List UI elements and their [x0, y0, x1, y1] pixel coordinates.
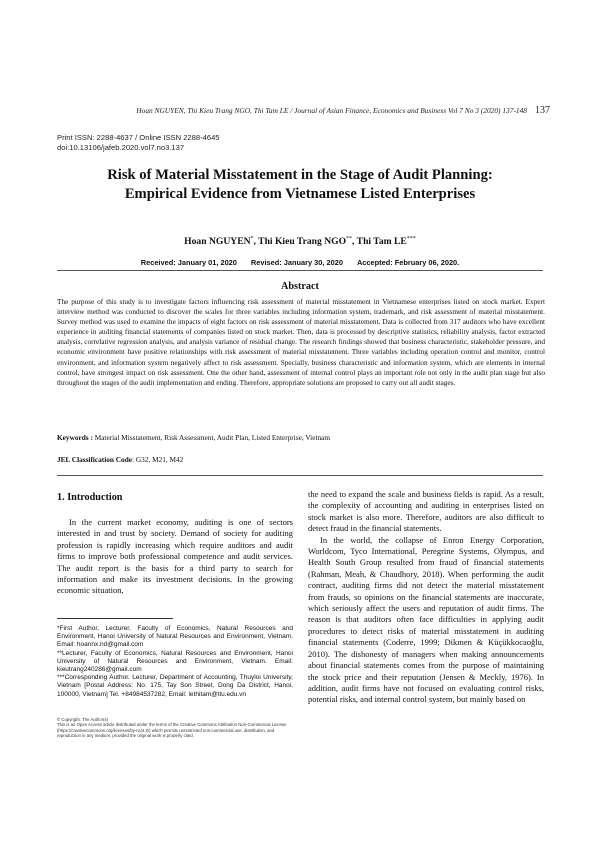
copyright-line: © Copyright: The Author(s)	[57, 717, 109, 722]
jel-label: JEL Classification Code	[57, 455, 133, 464]
intro-paragraph-3: In the world, the collapse of Enron Energy Corporation, Worldcom, Tyco International, Peregrine Systems, Olympus, and Health South Group resulted from fraud of financial statements (Rahman, Meah, & Chaudhory, 2018). When performing the audit contract, auditing firms did not detect the material misstatement from frauds, so opinions on the financial statements are inaccurate, which seriously affect the users and reputation of audit firms. The reason is that auditors often face difficulties in applying audit procedures to detect risks of material misstatement in auditing financial statements (Coderre, 1999; Dikmen & Küçükkocaoğlu, 2010). The dishonesty of managers when making announcements about financial statements comes from the purpose of maintaining the stock price and their reputation (Jensen & Meckly, 1976). In addition, audit firms have not focused on evaluating control risks, potential risks, and internal control system, but mainly based on	[308, 534, 544, 705]
author-list	[60, 236, 540, 247]
section-heading-introduction: 1. Introduction	[57, 492, 123, 503]
section-divider	[57, 475, 543, 476]
author-2-mark: **	[346, 236, 353, 242]
license-text: This is an Open Access article distributed under the terms of the Creative Commons Attribution Non-Commercial License (https://creativecommons.org/licenses/by-nc/4.0/) which permits unrestricted non-commercial use, distribution, and reproduction in any medium, provided the original work is properly cited.	[57, 722, 287, 739]
jel-codes	[57, 455, 545, 464]
author-3: Thi Tam LE	[356, 236, 407, 248]
intro-paragraph-2: the need to expand the scale and business fields is rapid. As a result, the complexity of accounting and auditing in enterprises listed on stock market is also more. Therefore, auditors are also difficult to detect fraud in the financial statements.	[308, 489, 544, 534]
author-separator: ,	[253, 236, 259, 248]
author-separator: ,	[352, 236, 357, 248]
abstract-text: The purpose of this study is to investigate factors influencing risk assessment of material misstatement in Vietnamese enterprises listed on stock market. Expert interview method was conducted to discover the scales for three variables including information system, trademark, and risk assessment of material misstatement. Survey method was used to examine the impacts of eight factors on risk assessment of material misstatement. Data is collected from 317 auditors who have excellent experience in auditing financial statements of companies listed on stock market. Then, data is processed by descriptive statistics, reliability analysis, factor extracted analysis, correlative regression analysis, and analysis variance of residual change. The research findings showed that business characteristic, stakeholder pressure, and economic environment have positive relationships with risk assessment of material misstatement. Three variables including operation control and monitor, control environment, and information system negatively affect to risk assessment. Specially, business characteristic and information system, which are elements in internal control, have strongest impact on risk assessment. One the other hand, assessment of internal control plays an important role not only in the audit plan stage but also throughout the stages of the audit implementation and ending. Therefore, appropriate solutions are proposed to carry out all audit stages.	[57, 297, 545, 387]
footnote-second-author: **Lecturer, Faculty of Economics, Natural Resources and Environment, Hanoi University of Natural Resources and Environment, Vietnam. Email: kieutrang240286@gmail.com	[57, 649, 293, 674]
author-1-mark: *	[250, 236, 254, 242]
jel-text: : G32, M21, M42	[132, 455, 184, 464]
received-date: Received: January 01, 2020	[140, 258, 237, 267]
accepted-date: Accepted: February 06, 2020.	[356, 258, 460, 267]
title-line-2: Empirical Evidence from Vietnamese Listed Enterprises	[124, 186, 476, 202]
revised-date: Revised: January 30, 2020	[250, 258, 343, 267]
article-dates	[57, 258, 543, 271]
issn-line: Print ISSN: 2288-4637 / Online ISSN 2288-4645	[57, 133, 220, 142]
author-2: Thi Kieu Trang NGO	[258, 236, 347, 248]
left-column	[57, 517, 293, 597]
footnotes	[57, 625, 293, 699]
title-line-1: Risk of Material Misstatement in the Stage of Audit Planning:	[107, 167, 493, 183]
footnote-divider	[57, 618, 173, 619]
footnote-first-author: *First Author, Lecturer, Faculty of Economics, Natural Resources and Environment, Hanoi University of Natural Resources and Environment, Vietnam. Email: hoannx.nd@gmail.com	[57, 625, 293, 649]
running-header	[60, 105, 550, 116]
author-3-mark: ***	[406, 236, 416, 242]
issn-block	[57, 133, 220, 153]
paper-title	[60, 166, 540, 204]
abstract-heading: Abstract	[281, 281, 319, 292]
keywords-label: Keywords :	[57, 433, 93, 442]
keywords	[57, 433, 545, 442]
running-header-text: Hoan NGUYEN, Thi Kieu Trang NGO, Thi Tam LE / Journal of Asian Finance, Economics and Business Vol 7 No 3 (2020) 137-148	[136, 106, 527, 115]
right-column	[308, 489, 544, 706]
keywords-text: Material Misstatement, Risk Assessment, Audit Plan, Listed Enterprise, Vietnam	[94, 433, 331, 442]
intro-paragraph-1: In the current market economy, auditing is one of sectors interested in and trust by society. Demand of society for auditing profession is rapidly increasing which require auditors and audit firms to improve both professional competence and audit services. The audit report is the basis for a third party to search for information and make its investment decisions. In the growing economic situation,	[57, 517, 293, 596]
author-1: Hoan NGUYEN	[184, 236, 251, 248]
copyright-notice	[57, 717, 293, 739]
doi-line[interactable]: doi:10.13106/jafeb.2020.vol7.no3.137	[57, 143, 185, 152]
page-number: 137	[535, 105, 550, 116]
footnote-corresponding-author: ***Corresponding Author. Lecturer, Department of Accounting, Thuyloi University, Vietnam [Postal Address: No. 175, Tay Son Street, Dong Da District, Hanoi, 100000, Vietnam] Tel. +84984537282, Email: lethitam@tlu.edu.vn	[57, 674, 293, 698]
